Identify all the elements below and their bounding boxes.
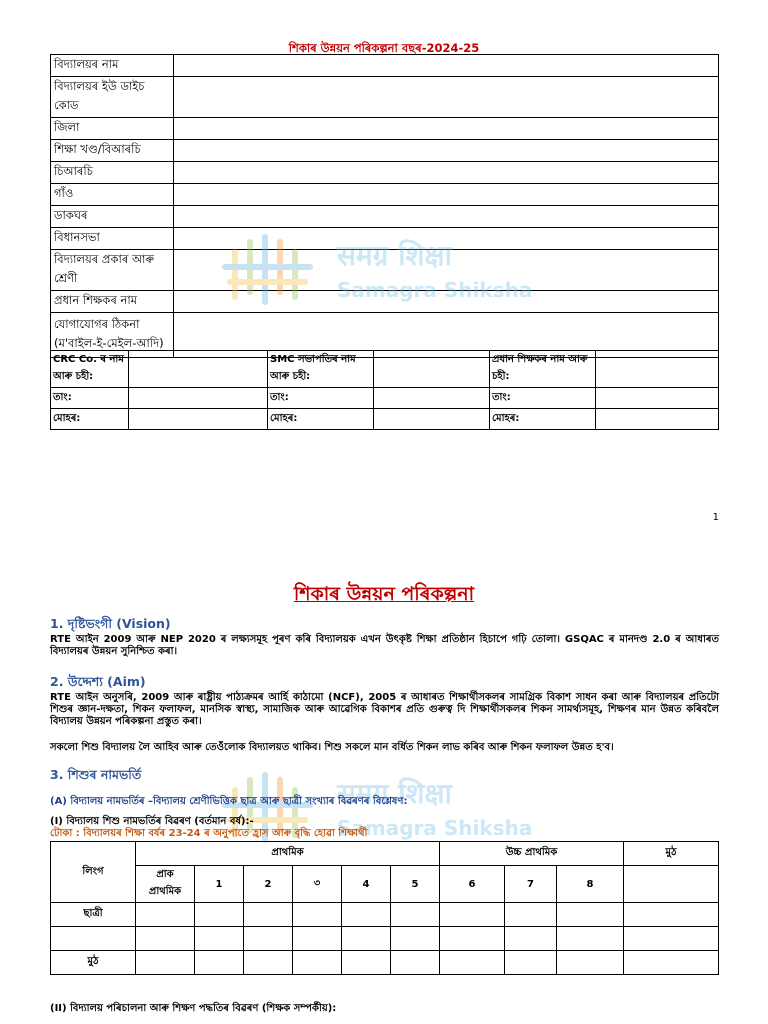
value-cell[interactable] [440, 951, 505, 975]
date-label: তাং: [51, 388, 129, 409]
value-cell[interactable] [596, 388, 719, 409]
value-cell[interactable] [342, 927, 391, 951]
total-header: মুঠ [624, 842, 719, 866]
row-label: মুঠ [51, 951, 136, 975]
value-cell[interactable] [374, 409, 490, 430]
enrolment-note: টোকা : বিদ্যালয়ৰ শিক্ষা বৰ্ষৰ 23-24 ৰ অনুপাতে হ্ৰাস আৰু বৃদ্ধি হোৱা শিক্ষাৰ্থী [50, 828, 368, 839]
row-label: শিক্ষা খণ্ড/বিআৰচি [51, 140, 174, 162]
table-header-row [51, 842, 719, 866]
value-cell[interactable] [557, 927, 624, 951]
value-cell[interactable] [374, 388, 490, 409]
aim-text: RTE আইন অনুসৰি, 2009 আৰু ৰাষ্ট্ৰীয় পাঠ্যক্ৰমৰ আৰ্হি কাঠামো (NCF), 2005 ৰ আধাৰত শিক্ষাৰ্থীসকলৰ সামগ্ৰিক বিকাশ সাধন কৰা আৰু বিদ্যালয়ৰ প্ৰতিটো শিশুৰ জ্ঞান-দক্ষতা, শিকন ফলাফল, মানসিক স্বাস্থ্য, সামাজিক আৰু আৱেগিক বিকাশৰ প্ৰতি গুৰুত্ব দি শিক্ষাৰ্থীসকলৰ শিকন সামৰ্থ্যসমূহ, শিক্ষণৰ মান উন্নত কৰিবলৈ বিদ্যালয় উন্নয়ন পৰিকল্পনা প্ৰস্তুত কৰা। [50, 692, 719, 727]
value-cell[interactable] [374, 351, 490, 388]
seal-label: মোহৰ: [490, 409, 596, 430]
seal-label: মোহৰ: [268, 409, 374, 430]
row-label: বিদ্যালয়ৰ ইউ ডাইচ কোড [51, 77, 174, 118]
class-header: ৩ [293, 866, 342, 903]
value-cell[interactable] [391, 927, 440, 951]
value-cell[interactable] [596, 409, 719, 430]
table-row [51, 140, 719, 162]
value-cell[interactable] [195, 903, 244, 927]
row-label: যোগাযোগৰ ঠিকনা (ম'বাইল-ই-মেইল-আদি) [51, 313, 174, 358]
seal-label: মোহৰ: [51, 409, 129, 430]
signature-label: প্ৰধান শিক্ষকৰ নাম আৰু চহী: [490, 351, 596, 388]
table-row [51, 351, 719, 388]
class-header: 2 [244, 866, 293, 903]
value-cell[interactable] [624, 951, 719, 975]
value-cell[interactable] [391, 903, 440, 927]
vision-heading: 1. দৃষ্টিভংগী (Vision) [50, 616, 171, 631]
table-row [51, 291, 719, 313]
value-cell [624, 866, 719, 903]
school-info-table [50, 54, 719, 358]
section-3a-heading: (A) বিদ্যালয় নামভৰ্তিৰ –বিদ্যালয় শ্ৰেণীভিত্তিক ছাত্ৰ আৰু ছাত্ৰী সংখ্যাৰ বিৱৰণৰ বিশ্লেষণ: [50, 796, 408, 807]
row-label: গাঁও [51, 184, 174, 206]
row-label: বিধানসভা [51, 228, 174, 250]
value-cell[interactable] [136, 951, 195, 975]
value-cell[interactable] [174, 291, 719, 313]
value-cell[interactable] [129, 351, 268, 388]
class-header: 7 [505, 866, 557, 903]
document-title: শিকাৰ উন্নয়ন পৰিকল্পনা বছৰ-2024-25 [288, 41, 480, 55]
watermark-hindi-text: समग्र शिक्षा [337, 239, 452, 272]
row-label: জিলা [51, 118, 174, 140]
class-header: 8 [557, 866, 624, 903]
watermark-english-text: Samagra Shiksha [337, 278, 533, 302]
value-cell[interactable] [557, 951, 624, 975]
aim-text-2: সকলো শিশু বিদ্যালয় লৈ আহিব আৰু তেওঁলোক বিদ্যালয়ত থাকিব। শিশু সকলে মান বৰ্ধিত শিকন লাভ কৰিব আৰু শিকন ফলাফল উন্নত হ'ব। [50, 742, 614, 753]
row-label: বিদ্যালয়ৰ নাম [51, 55, 174, 77]
table-row [51, 903, 719, 927]
gender-header: লিংগ [51, 842, 136, 903]
table-row [51, 388, 719, 409]
value-cell[interactable] [136, 927, 195, 951]
value-cell[interactable] [244, 951, 293, 975]
table-row [51, 927, 719, 951]
value-cell[interactable] [293, 903, 342, 927]
value-cell[interactable] [174, 118, 719, 140]
table-row [51, 118, 719, 140]
value-cell[interactable] [174, 250, 719, 291]
value-cell[interactable] [174, 77, 719, 118]
vision-text: RTE আইন 2009 আৰু NEP 2020 ৰ লক্ষ্যসমূহ পূৰণ কৰি বিদ্যালয়ক এখন উৎকৃষ্ট শিক্ষা প্ৰতিষ্ঠান হিচাপে গঢ়ি তোলা। GSQAC ৰ মানদণ্ড 2.0 ৰ আধাৰত বিদ্যালয়ৰ উন্নয়ন সুনিশ্চিত কৰা। [50, 634, 719, 657]
value-cell[interactable] [244, 927, 293, 951]
aim-heading: 2. উদ্দেশ্য (Aim) [50, 674, 146, 689]
upper-primary-header: উচ্চ প্ৰাথমিক [440, 842, 624, 866]
table-row [51, 250, 719, 291]
value-cell[interactable] [505, 951, 557, 975]
class-header: 4 [342, 866, 391, 903]
row-label: ছাত্ৰী [51, 903, 136, 927]
watermark-hindi-text: समग्र शिक्षा [337, 777, 452, 810]
value-cell[interactable] [195, 927, 244, 951]
value-cell[interactable] [624, 903, 719, 927]
value-cell[interactable] [596, 351, 719, 388]
value-cell[interactable] [244, 903, 293, 927]
class-header: 6 [440, 866, 505, 903]
value-cell[interactable] [624, 927, 719, 951]
table-row [51, 409, 719, 430]
date-label: তাং: [268, 388, 374, 409]
signature-table [50, 350, 719, 430]
value-cell[interactable] [293, 951, 342, 975]
date-label: তাং: [490, 388, 596, 409]
value-cell[interactable] [293, 927, 342, 951]
row-label: ডাকঘৰ [51, 206, 174, 228]
value-cell[interactable] [174, 162, 719, 184]
table-row [51, 55, 719, 77]
section-3-heading: 3. শিশুৰ নামভৰ্তি [50, 767, 142, 782]
table-row [51, 206, 719, 228]
table-row [51, 184, 719, 206]
value-cell[interactable] [557, 903, 624, 927]
value-cell[interactable] [505, 903, 557, 927]
table-row [51, 162, 719, 184]
value-cell[interactable] [342, 951, 391, 975]
watermark-english-text: Samagra Shiksha [337, 816, 533, 840]
value-cell[interactable] [342, 903, 391, 927]
enrolment-table [50, 841, 719, 975]
signature-label: SMC সভাপতিৰ নাম আৰু চহী: [268, 351, 374, 388]
value-cell[interactable] [195, 951, 244, 975]
section-3i-heading: (I) বিদ্যালয় শিশু নামভৰ্তিৰ বিৱৰণ (বৰ্তমান বৰ্ষ):- [50, 816, 254, 827]
value-cell[interactable] [440, 903, 505, 927]
value-cell[interactable] [174, 140, 719, 162]
value-cell[interactable] [505, 927, 557, 951]
table-header-row [51, 866, 719, 903]
class-header: 5 [391, 866, 440, 903]
value-cell[interactable] [391, 951, 440, 975]
value-cell[interactable] [440, 927, 505, 951]
page-number: 1 [712, 512, 719, 523]
value-cell[interactable] [174, 228, 719, 250]
class-header: 1 [195, 866, 244, 903]
table-row [51, 951, 719, 975]
plan-title: শিকাৰ উন্নয়ন পৰিকল্পনা [293, 583, 475, 605]
value-cell[interactable] [174, 55, 719, 77]
class-header: প্ৰাক প্ৰাথমিক [136, 866, 195, 903]
value-cell[interactable] [129, 409, 268, 430]
table-row [51, 228, 719, 250]
value-cell[interactable] [174, 206, 719, 228]
signature-label: CRC Co. ৰ নাম আৰু চহী: [51, 351, 129, 388]
table-row [51, 77, 719, 118]
primary-header: প্ৰাথমিক [136, 842, 440, 866]
row-label [51, 927, 136, 951]
value-cell[interactable] [136, 903, 195, 927]
row-label: প্ৰধান শিক্ষকৰ নাম [51, 291, 174, 313]
row-label: চিআৰচি [51, 162, 174, 184]
row-label: বিদ্যালয়ৰ প্ৰকাৰ আৰু শ্ৰেণী [51, 250, 174, 291]
value-cell[interactable] [174, 184, 719, 206]
section-3ii-heading: (II) বিদ্যালয় পৰিচালনা আৰু শিক্ষণ পদ্ধতিৰ বিৱৰণ (শিক্ষক সম্পৰ্কীয়): [50, 1003, 337, 1014]
value-cell[interactable] [129, 388, 268, 409]
